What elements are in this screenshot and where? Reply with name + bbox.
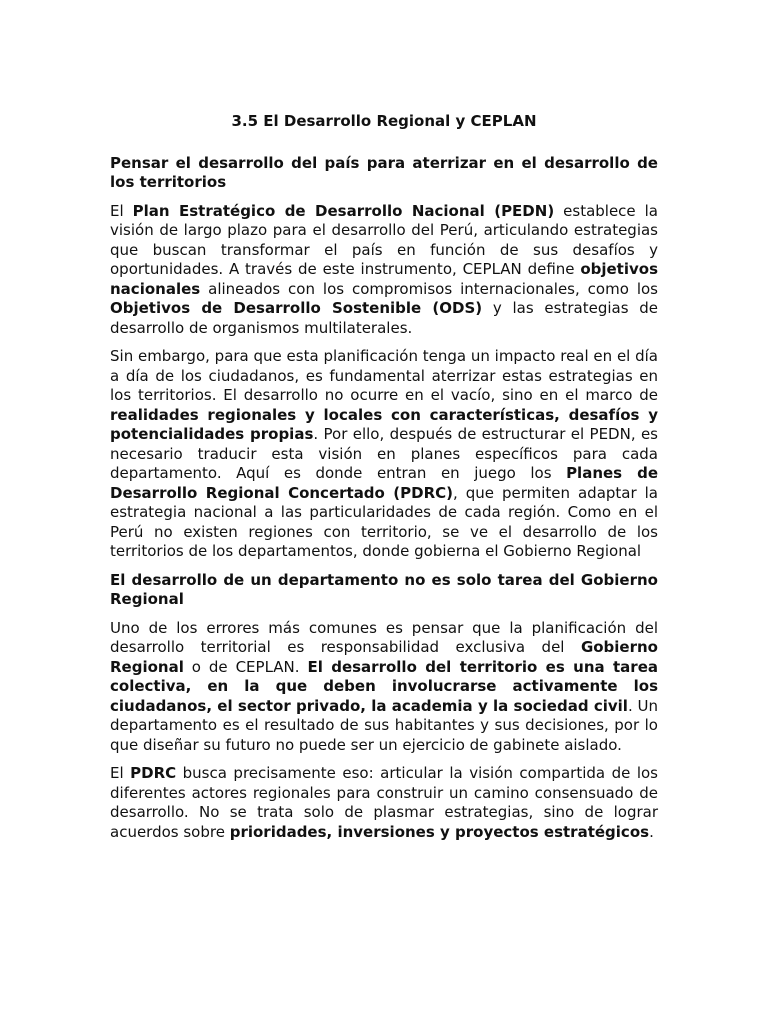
paragraph-planificacion bbox=[110, 347, 658, 562]
text-run: , que permiten adaptar la estrategia nacional a las particularidades de cada región. Como en el Perú no existen regiones con territorio, se ve el desarrollo de los territorios de los departamentos, donde gobierna el Gobierno Regional bbox=[110, 483, 658, 560]
text-run: El bbox=[110, 201, 133, 220]
bold-run: Plan Estratégico de Desarrollo Nacional (PEDN) bbox=[132, 201, 555, 220]
bold-run: PDRC bbox=[130, 764, 177, 782]
text-run: alineados con los compromisos internacionales, como los bbox=[200, 279, 658, 298]
bold-run: El desarrollo del territorio es una tarea colectiva, en la que deben involucrarse activamente los ciudadanos, el sector privado, la academia y la sociedad civil bbox=[110, 657, 658, 715]
text-run: . Un departamento es el resultado de sus habitantes y sus decisiones, por lo que diseñar su futuro no puede ser un ejercicio de gabinete aislado. bbox=[110, 696, 659, 754]
paragraph-errores bbox=[110, 619, 658, 756]
text-run: Uno de los errores más comunes es pensar que la planificación del desarrollo territorial es responsabilidad exclusiva del bbox=[110, 618, 658, 656]
document-title: 3.5 El Desarrollo Regional y CEPLAN bbox=[231, 112, 537, 130]
bold-run: Planes de Desarrollo Regional Concertado (PDRC) bbox=[110, 464, 658, 502]
bold-run: objetivos nacionales bbox=[110, 260, 658, 298]
document-page bbox=[110, 112, 658, 851]
section-heading-territorios: Pensar el desarrollo del país para aterrizar en el desarrollo de los territorios bbox=[110, 153, 658, 191]
text-run: . bbox=[649, 822, 654, 841]
text-run: El bbox=[110, 764, 131, 782]
text-run: busca precisamente eso: articular la visión compartida de los diferentes actores regionales para construir un camino consensuado de desarrollo. No se trata solo de plasmar estrategias, sino de lograr acuerdos sobre bbox=[110, 764, 658, 841]
paragraph-pdrc bbox=[110, 764, 658, 842]
text-run: . Por ello, después de estructurar el PEDN, es necesario traducir esta visión en planes específicos para cada departamento. Aquí es donde entran en juego los bbox=[110, 425, 658, 482]
bold-run: Gobierno Regional bbox=[110, 638, 658, 676]
text-run: establece la visión de largo plazo para el desarrollo del Perú, articulando estrategias que buscan transformar el país en función de sus desafíos y oportunidades. A través de este instrumento, CEPLAN define bbox=[110, 201, 658, 278]
text-run: Sin embargo, para que esta planificación tenga un impacto real en el día a día de los ciudadanos, es fundamental aterrizar estas estrategias en los territorios. El desarrollo no ocurre en el vacío, sino en el marco de bbox=[110, 347, 658, 404]
bold-run: prioridades, inversiones y proyectos estratégicos bbox=[229, 822, 650, 841]
text-run: y las estrategias de desarrollo de organismos multilaterales. bbox=[110, 299, 659, 337]
bold-run: Objetivos de Desarrollo Sostenible (ODS) bbox=[110, 299, 483, 317]
bold-run: realidades regionales y locales con características, desafíos y potencialidades propias bbox=[110, 405, 658, 443]
paragraph-pedn bbox=[110, 202, 658, 339]
text-run: o de CEPLAN. bbox=[183, 657, 308, 676]
section-heading-gobierno-regional: El desarrollo de un departamento no es solo tarea del Gobierno Regional bbox=[110, 570, 658, 608]
